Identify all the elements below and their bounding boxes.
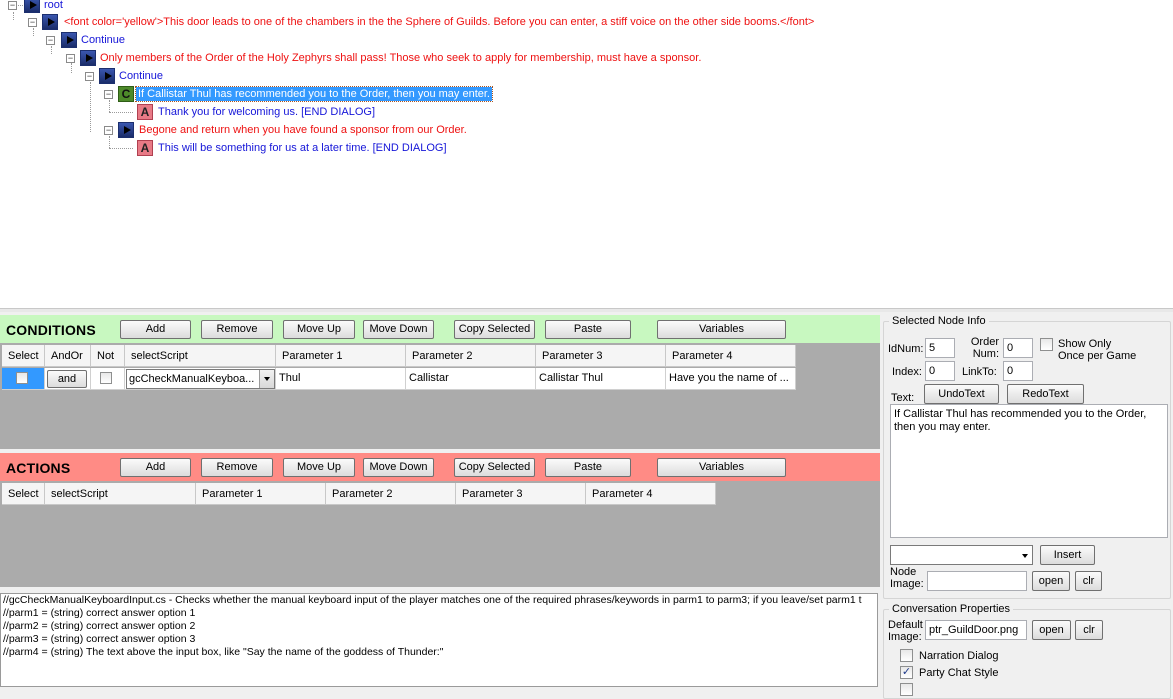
actions-remove-button[interactable]: Remove — [201, 458, 273, 477]
node-image-field[interactable] — [927, 571, 1027, 591]
tree-node-label: This will be something for us at a later time. [END DIALOG] — [158, 142, 447, 154]
conditions-add-button[interactable]: Add — [120, 320, 191, 339]
column-header[interactable]: selectScript — [45, 483, 196, 505]
party-chat-label: Party Chat Style — [919, 667, 999, 679]
column-header[interactable]: AndOr — [45, 345, 91, 367]
index-label: Index: — [892, 366, 922, 378]
show-only-once-checkbox[interactable] — [1040, 338, 1053, 351]
default-image-label: Default Image: — [888, 619, 923, 643]
parameter-3-cell[interactable]: Callistar Thul — [536, 368, 666, 390]
text-label: Text: — [891, 392, 915, 404]
column-header[interactable]: Not — [91, 345, 125, 367]
party-chat-checkbox[interactable]: ✓ — [901, 666, 912, 678]
default-image-clear-button[interactable]: clr — [1075, 620, 1103, 640]
actions-title: ACTIONS — [6, 460, 71, 476]
order-num-label: Order Num: — [970, 336, 999, 360]
actions-move-up-button[interactable]: Move Up — [283, 458, 355, 477]
splitter[interactable] — [0, 308, 1173, 312]
default-image-open-button[interactable]: open — [1032, 620, 1071, 640]
column-header[interactable]: Parameter 3 — [536, 345, 666, 367]
column-header[interactable]: Select — [2, 345, 45, 367]
row-select-cell[interactable] — [2, 368, 45, 390]
parameter-2-cell[interactable]: Callistar — [406, 368, 536, 390]
order-num-field[interactable]: 0 — [1003, 338, 1033, 358]
tree-guide — [71, 63, 72, 73]
column-header[interactable]: Parameter 1 — [196, 483, 326, 505]
node-text-area[interactable]: If Callistar Thul has recommended you to the Order, then you may enter. — [890, 404, 1168, 538]
actions-move-down-button[interactable]: Move Down — [363, 458, 434, 477]
collapse-icon[interactable]: − — [29, 17, 36, 27]
conditions-remove-button[interactable]: Remove — [201, 320, 273, 339]
actions-copy-selected-button[interactable]: Copy Selected — [454, 458, 535, 477]
conversation-properties-title: Conversation Properties — [889, 603, 1013, 615]
node-image-label: Node Image: — [890, 566, 924, 590]
linkto-label: LinkTo: — [962, 366, 997, 378]
conditions-copy-selected-button[interactable]: Copy Selected — [454, 320, 535, 339]
linkto-field[interactable]: 0 — [1003, 361, 1033, 381]
conditions-toolbar — [0, 315, 880, 343]
tree-guide — [109, 112, 133, 113]
tree-node-label: Continue — [119, 70, 164, 82]
answer-icon: A — [137, 104, 153, 120]
play-icon — [80, 50, 96, 66]
properties-panel — [880, 313, 1173, 687]
tree-node-label: root — [44, 0, 63, 11]
column-header[interactable]: Parameter 4 — [666, 345, 796, 367]
tree-node-label: Thank you for welcoming us. [END DIALOG] — [158, 106, 376, 118]
default-image-field[interactable]: ptr_GuildDoor.png — [925, 620, 1027, 640]
idnum-label: IdNum: — [888, 343, 924, 355]
collapse-icon[interactable]: − — [67, 53, 74, 63]
play-icon — [42, 14, 58, 30]
conditions-title: CONDITIONS — [6, 322, 96, 338]
conditions-variables-button[interactable]: Variables — [657, 320, 786, 339]
play-icon — [61, 32, 77, 48]
node-image-dropdown[interactable] — [890, 545, 1033, 565]
column-header[interactable]: Parameter 2 — [406, 345, 536, 367]
andor-button[interactable]: and — [47, 370, 87, 388]
tree-guide — [109, 148, 133, 149]
not-checkbox[interactable] — [100, 372, 112, 384]
redo-text-button[interactable]: RedoText — [1007, 384, 1084, 404]
conditions-grid — [0, 343, 880, 449]
insert-button[interactable]: Insert — [1040, 545, 1095, 565]
conditions-paste-button[interactable]: Paste — [545, 320, 631, 339]
idnum-field[interactable]: 5 — [925, 338, 955, 358]
tree-guide — [90, 82, 91, 132]
description-line: //parm1 = (string) correct answer option 1 — [3, 607, 196, 619]
node-image-clear-button[interactable]: clr — [1075, 571, 1102, 591]
actions-variables-button[interactable]: Variables — [657, 458, 786, 477]
play-icon — [99, 68, 115, 84]
play-icon — [118, 122, 134, 138]
select-script-value: gcCheckManualKeyboa... — [129, 373, 255, 385]
collapse-icon[interactable]: − — [105, 89, 112, 99]
column-header[interactable]: selectScript — [125, 345, 276, 367]
actions-grid — [0, 481, 880, 587]
actions-toolbar — [0, 453, 880, 481]
column-header[interactable]: Parameter 2 — [326, 483, 456, 505]
play-icon — [24, 0, 40, 13]
tree-guide — [109, 136, 110, 148]
selected-node-title: Selected Node Info — [889, 315, 989, 327]
show-only-once-label: Show Only Once per Game — [1058, 338, 1137, 362]
not-cell — [91, 368, 125, 390]
column-header[interactable]: Parameter 4 — [586, 483, 716, 505]
column-header[interactable]: Select — [2, 483, 45, 505]
undo-text-button[interactable]: UndoText — [924, 384, 999, 404]
tree-guide — [33, 28, 34, 36]
collapse-icon[interactable]: − — [9, 0, 16, 10]
partially-visible-checkbox[interactable] — [900, 683, 913, 696]
parameter-1-cell[interactable]: Thul — [276, 368, 406, 390]
description-line: //parm3 = (string) correct answer option 3 — [3, 633, 196, 645]
tree-guide — [51, 46, 52, 54]
row-select-checkbox[interactable] — [16, 372, 28, 384]
narration-dialog-label: Narration Dialog — [919, 650, 999, 662]
tree-guide — [109, 100, 110, 112]
script-description[interactable] — [0, 593, 878, 687]
index-field[interactable]: 0 — [925, 361, 955, 381]
actions-paste-button[interactable]: Paste — [545, 458, 631, 477]
parameter-4-cell[interactable]: Have you the name of ... — [666, 368, 796, 390]
dialog-tree[interactable] — [0, 0, 1173, 312]
tree-node-label: Begone and return when you have found a sponsor from our Order. — [139, 124, 467, 136]
collapse-icon[interactable]: − — [47, 35, 54, 45]
condition-icon: C — [118, 86, 134, 102]
column-header[interactable]: Parameter 1 — [276, 345, 406, 367]
collapse-icon[interactable]: − — [105, 125, 112, 135]
actions-add-button[interactable]: Add — [120, 458, 191, 477]
description-line: //parm2 = (string) correct answer option 2 — [3, 620, 196, 632]
select-script-dropdown[interactable] — [126, 369, 275, 389]
description-line: //gcCheckManualKeyboardInput.cs - Checks whether the manual keyboard input of the player matches one of the required phrases/keywords in parm1 to parm3; if you leave/set parm1 t — [3, 594, 862, 606]
tree-node-label: <font color='yellow'>This door leads to one of the chambers in the the Sphere of Guilds. Before you can enter, a stiff voice on the other side booms.</font> — [64, 16, 815, 28]
chevron-down-icon[interactable] — [259, 370, 274, 388]
conditions-move-down-button[interactable]: Move Down — [363, 320, 434, 339]
tree-node-label: Continue — [81, 34, 126, 46]
tree-guide — [13, 12, 14, 20]
description-line: //parm4 = (string) The text above the input box, like "Say the name of the goddess of Thunder:" — [3, 646, 444, 658]
collapse-icon[interactable]: − — [86, 71, 93, 81]
node-image-open-button[interactable]: open — [1032, 571, 1070, 591]
answer-icon: A — [137, 140, 153, 156]
tree-node-label: If Callistar Thul has recommended you to the Order, then you may enter. — [138, 88, 490, 100]
narration-dialog-checkbox[interactable] — [900, 649, 913, 662]
conditions-move-up-button[interactable]: Move Up — [283, 320, 355, 339]
tree-node-label: Only members of the Order of the Holy Zephyrs shall pass! Those who seek to apply for membership, must have a sponsor. — [100, 52, 702, 64]
column-header[interactable]: Parameter 3 — [456, 483, 586, 505]
